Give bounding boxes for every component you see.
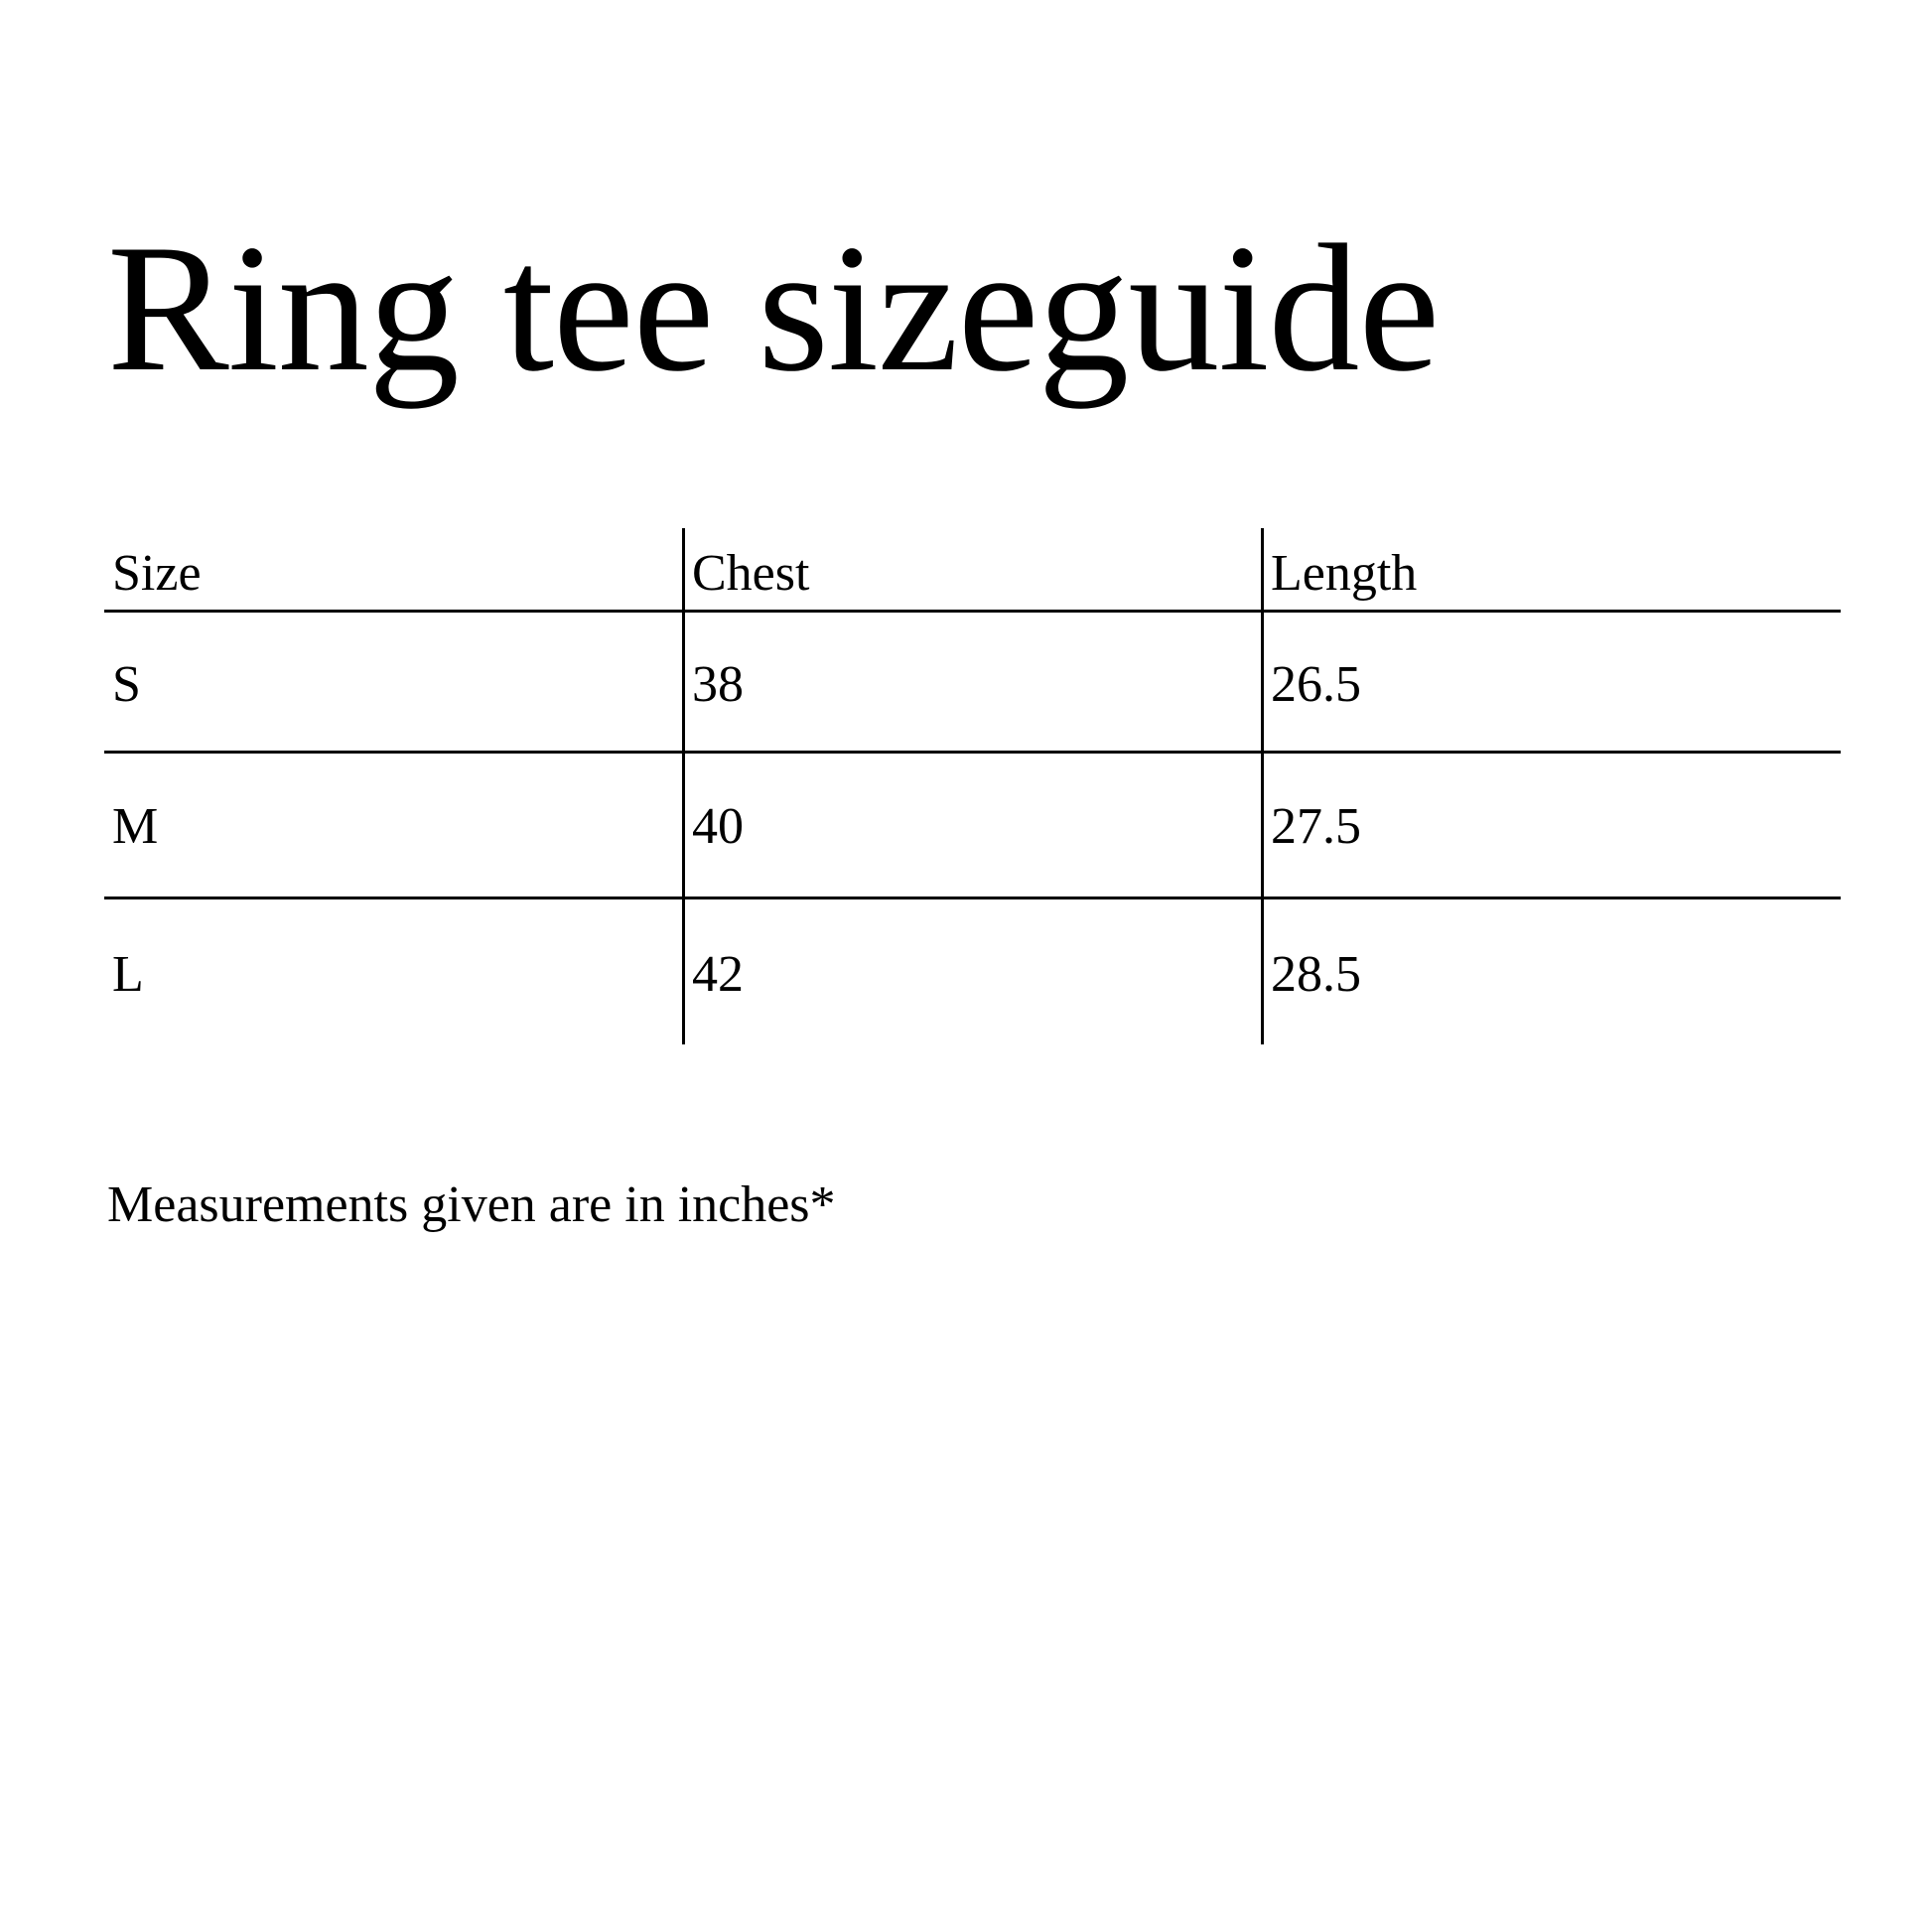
table-cell-size: L xyxy=(112,946,144,1003)
table-cell-chest: 40 xyxy=(692,798,744,855)
measurement-footnote: Measurements given are in inches* xyxy=(107,1176,836,1233)
row-divider xyxy=(104,897,1841,899)
size-guide-table xyxy=(104,528,1841,1044)
header-length: Length xyxy=(1271,545,1418,602)
table-cell-length: 27.5 xyxy=(1271,798,1361,855)
table-cell-size: M xyxy=(112,798,159,855)
column-divider xyxy=(682,528,685,1044)
table-cell-length: 26.5 xyxy=(1271,656,1361,713)
page-title: Ring tee sizeguide xyxy=(107,207,1440,409)
table-cell-chest: 42 xyxy=(692,946,744,1003)
row-divider xyxy=(104,751,1841,754)
table-cell-chest: 38 xyxy=(692,656,744,713)
column-divider xyxy=(1261,528,1264,1044)
header-size: Size xyxy=(112,545,202,602)
header-chest: Chest xyxy=(692,545,810,602)
table-cell-size: S xyxy=(112,656,141,713)
table-cell-length: 28.5 xyxy=(1271,946,1361,1003)
row-divider xyxy=(104,610,1841,613)
